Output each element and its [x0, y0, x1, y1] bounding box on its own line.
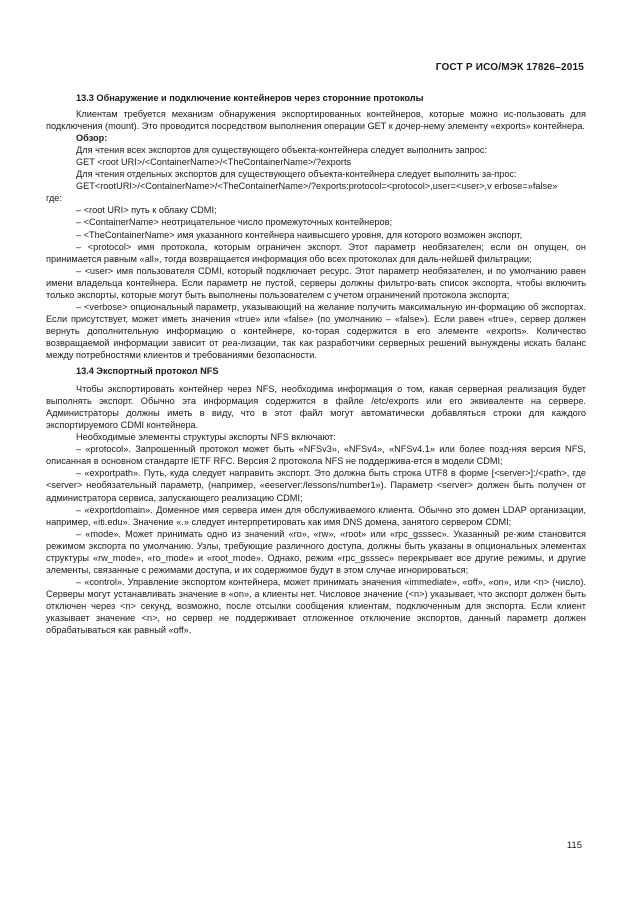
page-body — [46, 92, 586, 636]
overview-label: Обзор: — [76, 133, 108, 144]
section-heading-13-3: 13.3 Обнаружение и подключение контейнеров через сторонние протоколы — [76, 93, 424, 103]
list-item: – <ContainerName> неотрицательное число промежуточных контейнеров; — [76, 217, 393, 228]
list-item: – <TheContainerName> имя указанного контейнера наивысшего уровня, для которого возможен экспорт, — [76, 229, 523, 240]
list-item: – «mode». Может принимать одно из значений «ro», «rw», «root» или «rpc_gsssec». Указанный ре-жим становится режимом экспорта по умолчанию. Узлы, требующие различного доступа, должны быть указаны в опциональных элементах структуры «rw_mode», «ro_mode» и «root_mode». Однако, режим «rpc_gsssec» перекрывает все другие режимы, и другие элементы, связанные с режимами доступа, и их содержимое будут в этом случае игнорироваться; — [46, 528, 586, 575]
paragraph: Чтобы экспортировать контейнер через NFS, необходима информация о том, какая серверная реализация будет выполнять экспорт. Обычно эта информация содержится в файле /etc/exports или его эквиваленте на сервере. Администраторы должны иметь в виду, что в этот файл могут автоматически добавляться строки для каждого экспортируемого CDMI контейнера. — [46, 384, 586, 431]
paragraph: Для чтения отдельных экспортов для существующего объекта-контейнера следует выполнить за-прос: — [76, 169, 517, 180]
request-example: GET <root URI>/<ContainerName>/<TheContainerName>/?exports — [76, 157, 352, 168]
page-number: 115 — [566, 840, 582, 851]
list-item: – <root URI> путь к облаку CDMI; — [76, 205, 217, 216]
list-item: – <user> имя пользователя CDMI, который подключает ресурс. Этот параметр необязателен, и по умолчанию равен имени владельца контейнера. Если параметр не пустой, серверы должны фильтро-вать список экспорта, чтобы включить только экспорты, которые могут быть выполнены пользователем с учетом ограничений протокола экспорта; — [46, 265, 586, 300]
list-item: – «exportpath». Путь, куда следует направить экспорт. Это должна быть строка UTF8 в форме [<server>]:/<path>, где <server> необязательный параметр, (например, «eeserver:/lessons/number1»). Параметр <server> должен быть получен от администратора сервиса, запускающего реализацию CDMI; — [46, 468, 586, 503]
list-item: – «control». Управление экспортом контейнера, может принимать значения «immediate», «off», «on», или <n> (число). Серверы могут устанавливать значение в «on», а клиенты нет. Числовое значение (<n>) указывает, что экспорт должен быть отключен через <n> секунд, возможно, после отсылки сообщения клиентам, подключенным для экспорта. Если клиент указывает значение <n>, но сервер не поддерживает отложенное отключение экспортов, данный параметр должен обрабатываться как равный «off». — [46, 576, 586, 636]
paragraph: Для чтения всех экспортов для существующего объекта-контейнера следует выполнить запрос: — [76, 145, 488, 156]
list-item: – «protocol». Запрошенный протокол может быть «NFSv3», «NFSv4», «NFSv4.1» или более позд-няя версия NFS, описанная в основном стандарте IETF RFC. Версия 2 протокола NFS не поддержива-ется в модели CDMI; — [46, 444, 586, 467]
standard-designation: ГОСТ Р ИСО/МЭК 17826–2015 — [435, 62, 584, 73]
list-item: – <verbose> опциональный параметр, указывающий на желание получить максимальную ин-формацию об экспортах. Если присутствует, может иметь значения «true» или «false» (по умолчанию – «false»). Если равен «true», сервер должен вернуть дополнительную информацию о контейнере, ко-торая содержится в его элементе «exports». Количество возвращаемой информации зависит от реа-лизации, так как разработчики серверных решений вынуждены искать баланс между потребностями клиентов и требованиями безопасности. — [46, 301, 586, 360]
list-item: – <protocol> имя протокола, которым ограничен экспорт. Этот параметр необязателен; если он опущен, он принимается равным «all», тогда возвращается информация обо всех протоколах для даль-нейшей фильтрации; — [46, 241, 586, 264]
request-example: GET<rootURI>/<ContainerName>/<TheContainerName>/?exports:protocol=<protocol>,user=<user>,v erbose=»false» — [76, 181, 558, 192]
where-label: где: — [46, 193, 62, 204]
paragraph: Клиентам требуется механизм обнаружения экспортированных контейнеров, которые можно ис-пользовать для подключения (mount). Это проводится посредством выполнения операции GET к дочер-нему элементу «exports» контейнера. — [46, 109, 586, 132]
list-item: – «exportdomain». Доменное имя сервера имен для обслуживаемого клиента. Обычно это домен LDAP организации, например, «iti.edu». Значение «.» следует интерпретировать как имя DNS домена, занятого сервером CDMI; — [46, 504, 586, 527]
paragraph: Необходимые элементы структуры экспорты NFS включают: — [76, 432, 336, 443]
section-heading-13-4: 13.4 Экспортный протокол NFS — [76, 366, 219, 377]
